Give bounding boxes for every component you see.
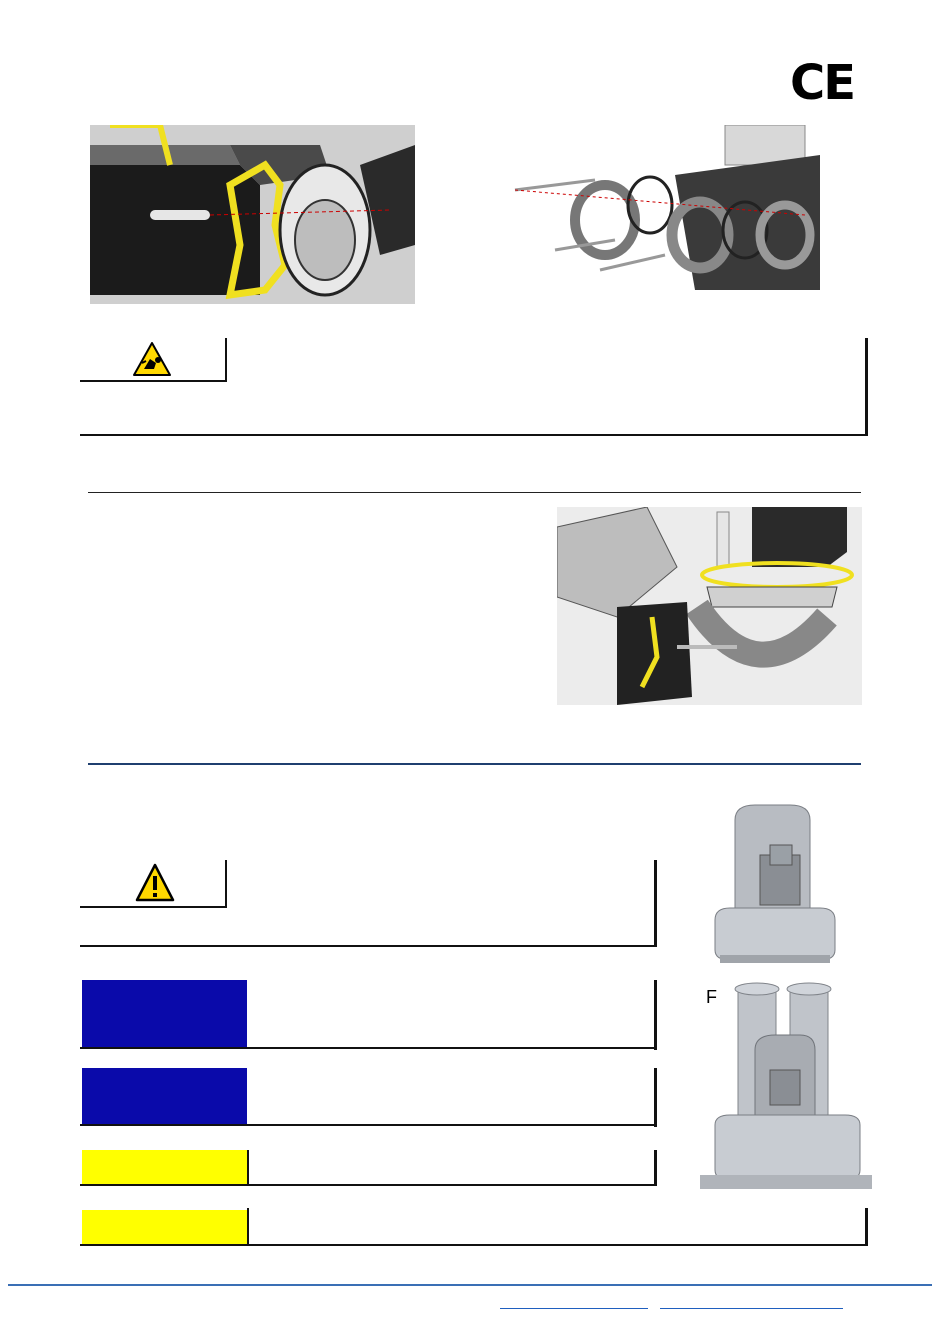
yellow-label-block bbox=[82, 1150, 247, 1184]
section-divider bbox=[88, 492, 861, 493]
blue-label-block bbox=[82, 980, 247, 1048]
vertical-mounting-drawing bbox=[557, 507, 862, 705]
blue-label-row-2 bbox=[80, 1068, 660, 1130]
section-divider-blue bbox=[88, 763, 861, 765]
footer-divider bbox=[8, 1284, 932, 1286]
footer-link-1[interactable] bbox=[500, 1308, 648, 1309]
hand-crush-warning-icon bbox=[132, 341, 172, 377]
blue-label-row-1 bbox=[80, 980, 660, 1052]
flange-assembly-drawing bbox=[90, 125, 415, 304]
blower-single-stage-photo bbox=[700, 800, 845, 965]
figure-letter: F bbox=[706, 987, 717, 1007]
crush-warning-box bbox=[80, 338, 870, 438]
yellow-label-row-2 bbox=[80, 1208, 872, 1250]
blower-single-stage-drawing bbox=[700, 800, 845, 965]
yellow-label-row-1 bbox=[80, 1150, 660, 1190]
blue-label-block bbox=[82, 1068, 247, 1125]
exclamation-warning-icon bbox=[135, 863, 175, 903]
general-warning-box bbox=[80, 860, 660, 950]
vertical-mounting-figure bbox=[557, 507, 862, 705]
exploded-flange-figure bbox=[505, 125, 820, 290]
exploded-flange-drawing bbox=[505, 125, 820, 290]
blower-double-stage-photo bbox=[700, 975, 872, 1197]
footer-link-2[interactable] bbox=[660, 1308, 843, 1309]
blower-double-stage-drawing bbox=[700, 975, 872, 1197]
flange-assembly-figure bbox=[90, 125, 415, 304]
yellow-label-block bbox=[82, 1210, 247, 1244]
ce-mark: CE bbox=[790, 55, 855, 111]
